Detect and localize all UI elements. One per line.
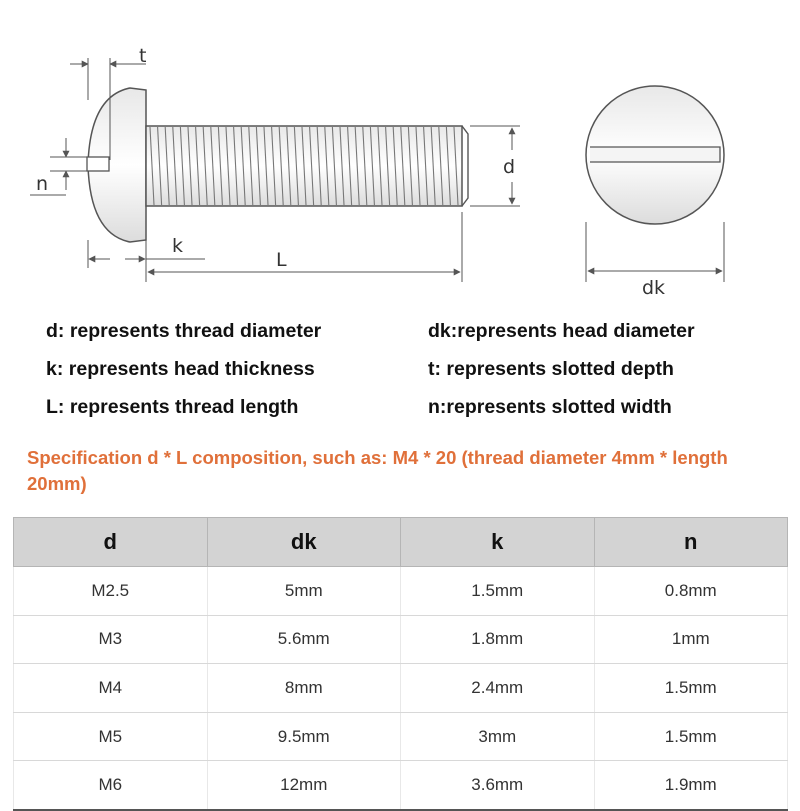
cell-k: 2.4mm [401, 664, 595, 713]
label-t: t [139, 45, 147, 67]
legend-L: L: represents thread length [46, 396, 299, 418]
header-n: n [594, 518, 788, 567]
cell-d: M2.5 [14, 567, 208, 616]
legend-d: d: represents thread diameter [46, 320, 322, 342]
table-row [14, 567, 788, 616]
label-k: k [172, 235, 184, 257]
cell-k: 1.8mm [401, 615, 595, 664]
cell-k: 1.5mm [401, 567, 595, 616]
table-row [14, 712, 788, 761]
header-dk: dk [207, 518, 401, 567]
cell-n: 1.9mm [594, 761, 788, 810]
label-dk: dk [642, 277, 666, 299]
cell-dk: 5.6mm [207, 615, 401, 664]
cell-k: 3.6mm [401, 761, 595, 810]
label-L: L [276, 249, 287, 271]
cell-d: M5 [14, 712, 208, 761]
thread-tip [462, 126, 468, 206]
cell-dk: 9.5mm [207, 712, 401, 761]
header-k: k [401, 518, 595, 567]
spec-note: Specification d * L composition, such as: M4 * 20 (thread diameter 4mm * length 20mm) [27, 447, 728, 494]
legend [0, 312, 800, 432]
cell-n: 1.5mm [594, 712, 788, 761]
table-row [14, 615, 788, 664]
cell-n: 0.8mm [594, 567, 788, 616]
cell-n: 1.5mm [594, 664, 788, 713]
cell-d: M6 [14, 761, 208, 810]
cell-dk: 5mm [207, 567, 401, 616]
table-header-row [14, 518, 788, 567]
cell-k: 3mm [401, 712, 595, 761]
head-slot [87, 157, 109, 171]
table-row [14, 761, 788, 810]
legend-k: k: represents head thickness [46, 358, 315, 380]
cell-d: M4 [14, 664, 208, 713]
cell-dk: 8mm [207, 664, 401, 713]
label-n: n [36, 173, 49, 195]
legend-t: t: represents slotted depth [428, 358, 674, 380]
spec-table [13, 517, 788, 811]
cell-d: M3 [14, 615, 208, 664]
label-d: d [503, 156, 516, 178]
cell-dk: 12mm [207, 761, 401, 810]
cell-n: 1mm [594, 615, 788, 664]
screw-diagram [0, 0, 800, 310]
legend-dk: dk:represents head diameter [428, 320, 695, 342]
top-slot [590, 147, 720, 162]
table-row [14, 664, 788, 713]
header-d: d [14, 518, 208, 567]
legend-n: n:represents slotted width [428, 396, 672, 418]
